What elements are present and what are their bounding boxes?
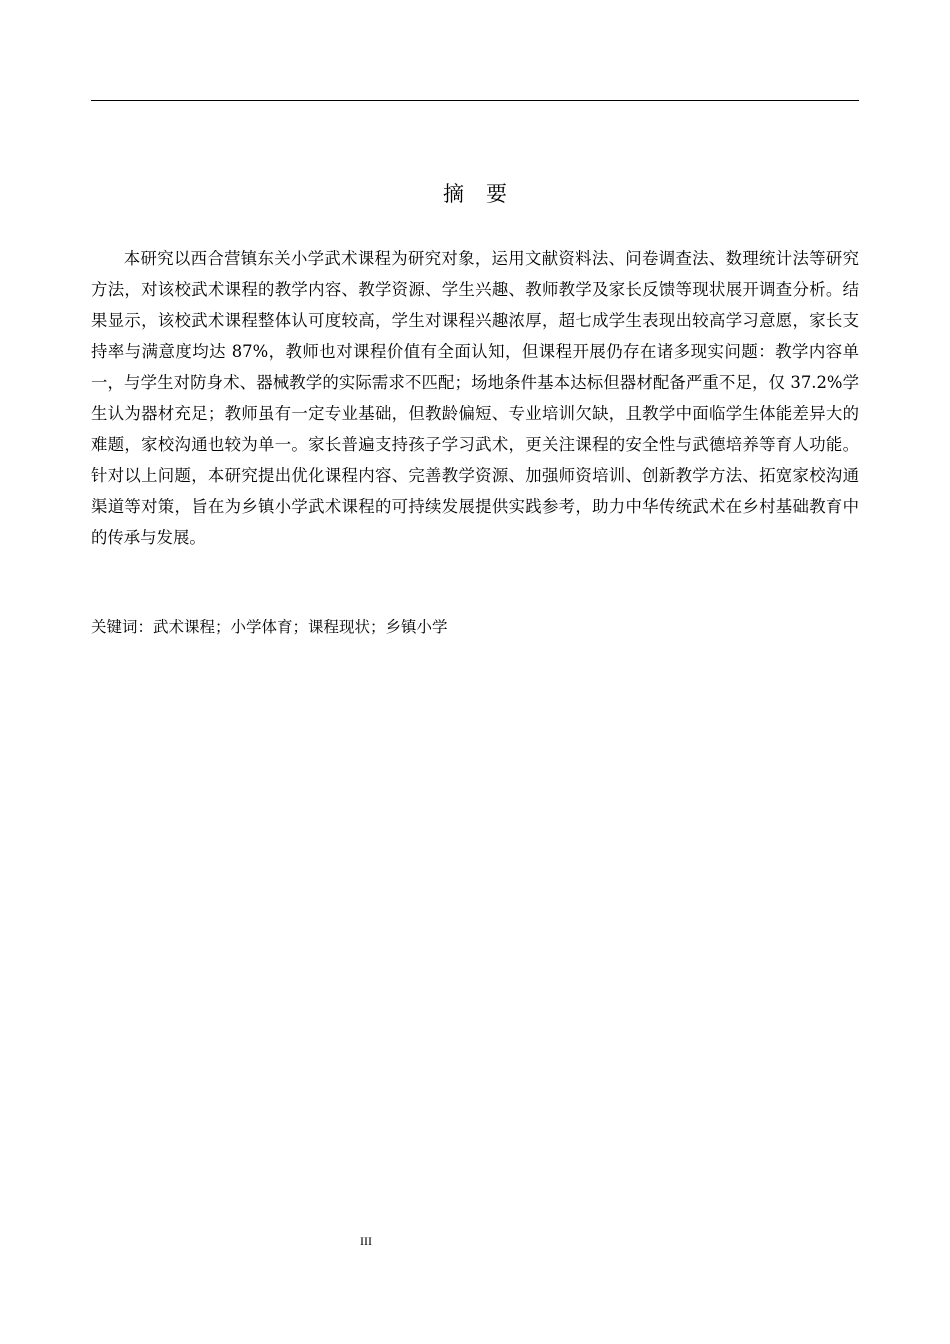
abstract-paragraph: 本研究以西合营镇东关小学武术课程为研究对象，运用文献资料法、问卷调查法、数理统计法等研究方法，对该校武术课程的教学内容、教学资源、学生兴趣、教师教学及家长反馈等现状展开调查分析。结果显示，该校武术课程整体认可度较高，学生对课程兴趣浓厚，超七成学生表现出较高学习意愿，家长支持率与满意度均达 87%，教师也对课程价值有全面认知，但课程开展仍存在诸多现实问题：教学内容单一，与学生对防身术、器械教学的实际需求不匹配；场地条件基本达标但器材配备严重不足，仅 37.2%学生认为器材充足；教师虽有一定专业基础，但教龄偏短、专业培训欠缺，且教学中面临学生体能差异大的难题，家校沟通也较为单一。家长普遍支持孩子学习武术，更关注课程的安全性与武德培养等育人功能。针对以上问题，本研究提出优化课程内容、完善教学资源、加强师资培训、创新教学方法、拓宽家校沟通渠道等对策，旨在为乡镇小学武术课程的可持续发展提供实践参考，助力中华传统武术在乡村基础教育中的传承与发展。 (91, 249, 859, 547)
page-number: III (360, 1234, 372, 1248)
page-title: 摘要 (443, 182, 529, 206)
header-rule (91, 100, 859, 101)
keywords-line: 关键词：武术课程；小学体育；课程现状；乡镇小学 (91, 618, 448, 636)
